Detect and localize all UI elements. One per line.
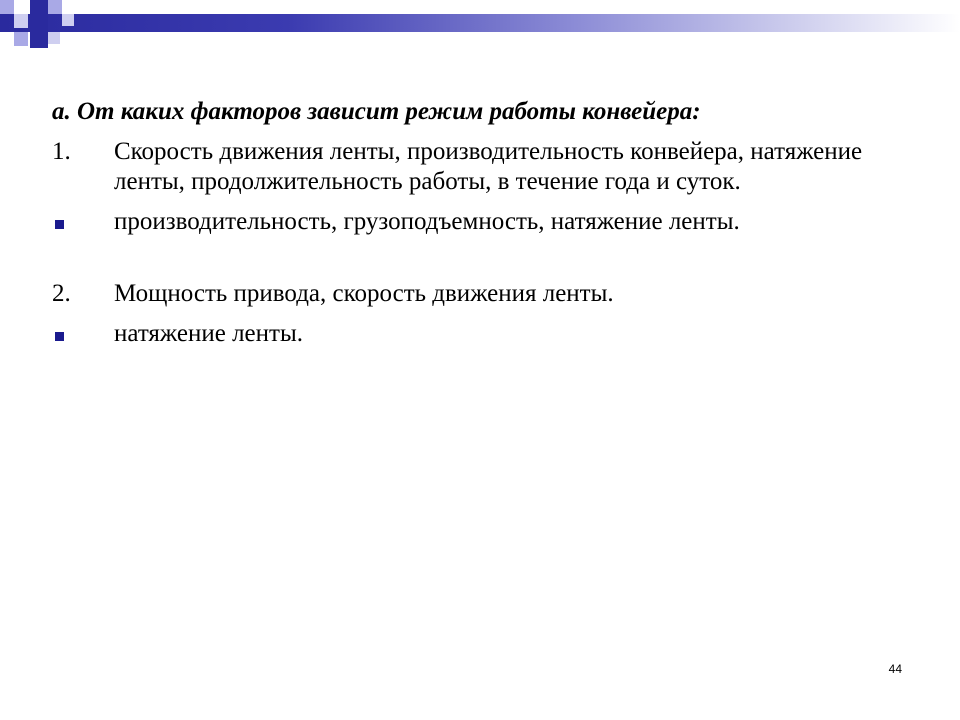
header-vertical-bar (30, 0, 48, 48)
list-item-text: Скорость движения ленты, производительность конвейера, натяжение ленты, продолжительность работы, в течение года и суток. (114, 137, 863, 195)
decor-square (48, 32, 60, 44)
decor-square (48, 0, 62, 14)
page-number: 44 (888, 662, 902, 676)
header-decoration (0, 0, 960, 48)
header-gradient-bar (0, 14, 960, 32)
slide-heading: а. От каких факторов зависит режим работы конвейера: (52, 98, 701, 125)
list-item-bullet (52, 319, 912, 349)
decor-square (14, 14, 28, 28)
decor-square (0, 0, 14, 14)
list-item-text: Мощность привода, скорость движения ленты. (114, 279, 614, 307)
list-item-bullet (52, 207, 912, 237)
bullet-marker (52, 207, 114, 237)
square-bullet-icon (55, 220, 64, 229)
decor-square (14, 32, 28, 46)
list-item-text: натяжение ленты. (114, 319, 303, 347)
square-bullet-icon (55, 332, 64, 341)
list-number: 1. (52, 137, 71, 165)
list-number: 2. (52, 279, 71, 307)
list-item-text: производительность, грузоподъемность, натяжение ленты. (114, 207, 740, 235)
slide-content (52, 96, 912, 349)
decor-square (62, 14, 74, 26)
bullet-marker (52, 319, 114, 349)
list-item-numbered (52, 137, 912, 197)
list-item-numbered (52, 279, 912, 309)
